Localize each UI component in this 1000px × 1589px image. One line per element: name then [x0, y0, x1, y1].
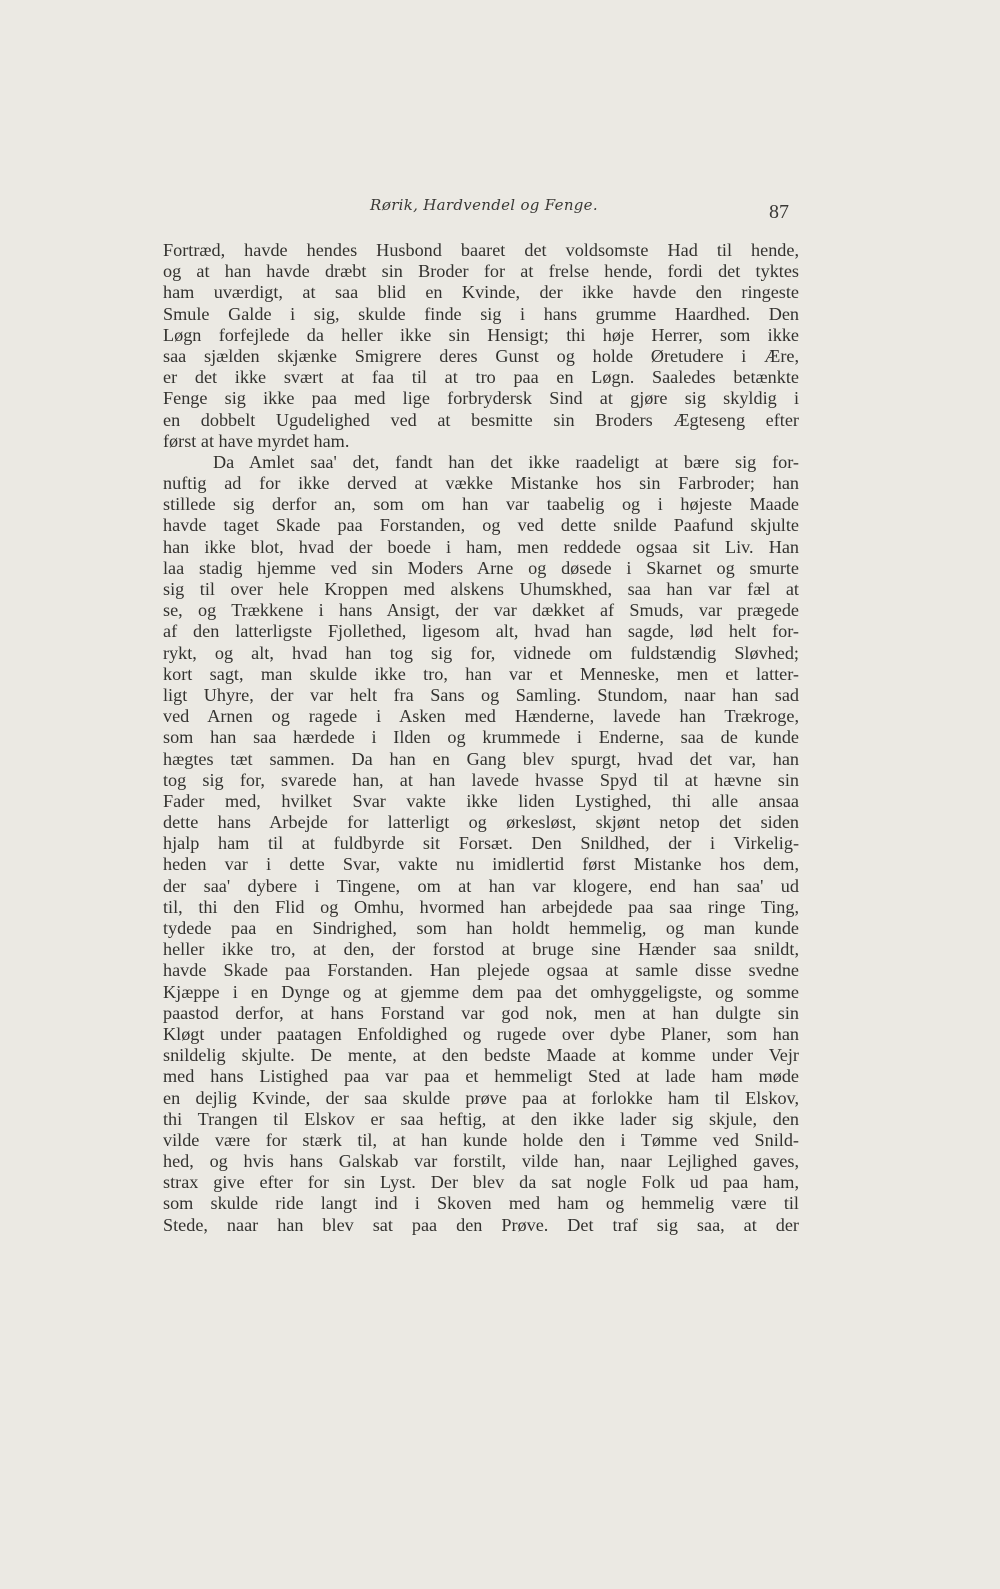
text-line: dette hans Arbejde for latterligt og ørkesløst, skjønt netop det siden	[163, 812, 799, 833]
text-line: strax give efter for sin Lyst. Der blev da sat nogle Folk ud paa ham,	[163, 1172, 799, 1193]
text-line: hægtes tæt sammen. Da han en Gang blev spurgt, hvad det var, han	[163, 748, 799, 769]
text-line: heden var i dette Svar, vakte nu imidlertid først Mistanke hos dem,	[163, 854, 799, 875]
text-line: hjalp ham til at fuldbyrde sit Forsæt. Den Snildhed, der i Virkelig-	[163, 833, 799, 854]
text-line: tydede paa en Sindrighed, som han holdt hemmelig, og man kunde	[163, 918, 799, 938]
text-line: havde taget Skade paa Forstanden, og ved dette snilde Paafund skjulte	[163, 515, 799, 536]
text-line: en dobbelt Ugudelighed ved at besmitte sin Broders Ægteseng efter	[163, 409, 799, 430]
text-line: Løgn forfejlede da heller ikke sin Hensigt; thi høje Herrer, som ikke	[163, 324, 799, 345]
text-line: han ikke blot, hvad der boede i ham, men reddede ogsaa sit Liv. Han	[163, 536, 799, 557]
text-line: vilde være for stærk til, at han kunde holde den i Tømme ved Snild-	[163, 1129, 799, 1150]
text-line: Stede, naar han blev sat paa den Prøve. Det traf sig saa, at der	[163, 1214, 799, 1235]
text-line: Da Amlet saa' det, fandt han det ikke raadeligt at bære sig for-	[213, 451, 799, 472]
text-line: som skulde ride langt ind i Skoven med ham og hemmelig være til	[163, 1193, 799, 1214]
text-line: ham uværdigt, at saa blid en Kvinde, der ikke havde den ringeste	[163, 282, 799, 303]
text-line: med hans Listighed paa var paa et hemmeligt Sted at lade ham møde	[163, 1066, 799, 1087]
running-head: Rørik, Hardvendel og Fenge.	[370, 196, 598, 214]
text-line: af den latterligste Fjollethed, ligesom alt, hvad han sagde, lød helt for-	[163, 621, 799, 642]
text-line: heller ikke tro, at den, der forstod at bruge sine Hænder saa snildt,	[163, 939, 799, 960]
text-line: havde Skade paa Forstanden. Han plejede ogsaa at samle disse svedne	[163, 960, 799, 981]
text-line: først at have myrdet ham.	[163, 430, 350, 451]
text-line: laa stadig hjemme ved sin Moders Arne og døsede i Skarnet og smurte	[163, 557, 799, 578]
text-line: hed, og hvis hans Galskab var forstilt, vilde han, naar Lejlighed gaves,	[163, 1151, 799, 1172]
text-line: kort sagt, man skulde ikke tro, han var et Menneske, men et latter-	[163, 663, 799, 684]
text-line: Fenge sig ikke paa med lige forbrydersk Sind at gjøre sig skyldig i	[163, 388, 799, 409]
text-line: der saa' dybere i Tingene, om at han var klogere, end han saa' ud	[163, 875, 799, 896]
text-line: sig til over hele Kroppen med alskens Uhumskhed, saa han var fæl at	[163, 579, 799, 599]
text-line: Kjæppe i en Dynge og at gjemme dem paa det omhyggeligste, og somme	[163, 981, 799, 1002]
page-number: 87	[769, 201, 789, 223]
text-line: snildelig skjulte. De mente, at den bedste Maade at komme under Vejr	[163, 1045, 799, 1066]
text-line: ligt Uhyre, der var helt fra Sans og Samling. Stundom, naar han sad	[163, 684, 799, 705]
text-line: som han saa hærdede i Ilden og krummede i Enderne, saa de kunde	[163, 727, 799, 748]
text-line: er det ikke svært at faa til at tro paa en Løgn. Saaledes betænkte	[163, 367, 799, 388]
text-line: en dejlig Kvinde, der saa skulde prøve paa at forlokke ham til Elskov,	[163, 1087, 799, 1108]
text-line: Fortræd, havde hendes Husbond baaret det voldsomste Had til hende,	[163, 240, 799, 260]
body-text	[163, 240, 799, 1236]
text-line: stillede sig derfor an, som om han var taabelig og i højeste Maade	[163, 494, 799, 515]
text-line: til, thi den Flid og Omhu, hvormed han arbejdede paa saa ringe Ting,	[163, 896, 799, 917]
text-line: Kløgt under paatagen Enfoldighed og rugede over dybe Planer, som han	[163, 1023, 799, 1044]
text-line: ved Arnen og ragede i Asken med Hænderne, lavede han Trækroge,	[163, 706, 799, 727]
text-line: nuftig ad for ikke derved at vække Mistanke hos sin Farbroder; han	[163, 473, 799, 494]
text-line: thi Trangen til Elskov er saa heftig, at den ikke lader sig skjule, den	[163, 1108, 799, 1129]
paragraph	[163, 240, 799, 452]
text-line: og at han havde dræbt sin Broder for at frelse hende, fordi det tyktes	[163, 261, 799, 282]
text-line: Fader med, hvilket Svar vakte ikke liden Lystighed, thi alle ansaa	[163, 790, 799, 811]
text-line: paastod derfor, at hans Forstand var god nok, men at han dulgte sin	[163, 1002, 799, 1023]
paragraph	[163, 452, 799, 1236]
text-line: tog sig for, svarede han, at han lavede hvasse Spyd til at hævne sin	[163, 769, 799, 790]
text-line: se, og Trækkene i hans Ansigt, der var dækket af Smuds, var prægede	[163, 600, 799, 621]
text-line: saa sjælden skjænke Smigrere deres Gunst og holde Øretudere i Ære,	[163, 345, 799, 366]
text-line: rykt, og alt, hvad han tog sig for, vidnede om fuldstændig Sløvhed;	[163, 642, 799, 663]
text-line: Smule Galde i sig, skulde finde sig i hans grumme Haardhed. Den	[163, 303, 799, 324]
